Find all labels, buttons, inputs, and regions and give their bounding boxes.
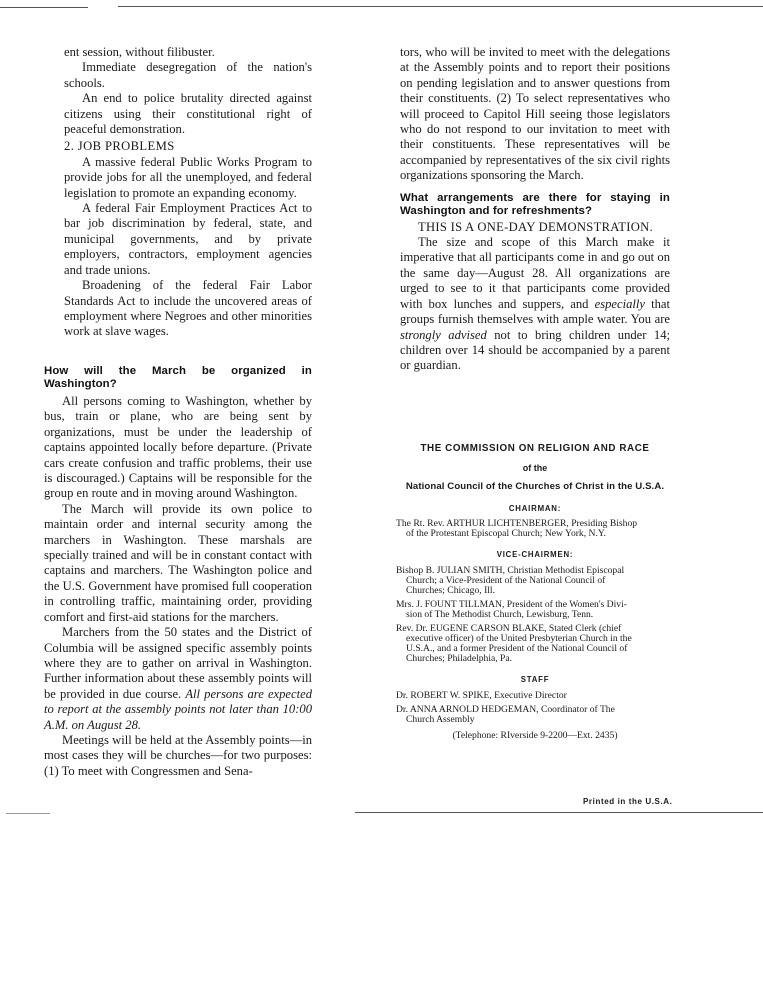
paragraph: ent session, without filibuster. [64, 45, 215, 59]
entry-line: Bishop B. JULIAN SMITH, Christian Methodist Episcopal [396, 564, 625, 576]
paragraph: Immediate desegregation of the nation's schools. [64, 60, 312, 90]
left-column-lower [44, 365, 312, 779]
paragraph: Broadening of the federal Fair Labor Standards Act to include the uncovered areas of employment where Negroes and other minorities work at slave wages. [64, 278, 312, 339]
entry-line: of the Protestant Episcopal Church; New York, N.Y. [406, 528, 606, 540]
question-heading: What arrangements are there for staying in Washington and for refreshments? [400, 191, 670, 217]
right-column [400, 45, 670, 374]
printed-in-usa: Printed in the U.S.A. [583, 797, 673, 806]
emphasis-text: especially [594, 296, 645, 311]
council-name: National Council of the Churches of Christ in the U.S.A. [405, 481, 665, 493]
paragraph [400, 235, 670, 374]
paragraph: A federal Fair Employment Practices Act to bar job discrimination by federal, state, and municipal governments, and by private employers, contractors, employment agencies and trade unions. [64, 201, 312, 277]
chairman-entry [396, 519, 674, 539]
entry-line: Church; a Vice-President of the National Council of [406, 574, 606, 586]
staff-entry [396, 705, 674, 725]
entry-line: sion of The Methodist Church, Lewisburg, Tenn. [406, 608, 594, 620]
vice-chairman-entry [396, 600, 674, 620]
paragraph-text: Marchers from the 50 states and the District of Columbia will be assigned specific assembly points where they are to gather on arrival in Washington. Further information about these assembly points will be provided in due course. [44, 625, 312, 701]
entry-line: Mrs. J. FOUNT TILLMAN, President of the Women's Divi- [396, 598, 627, 610]
emphasis-text: strongly advised [400, 327, 487, 342]
commission-block [396, 444, 674, 741]
paragraph: An end to police brutality directed against citizens using their constitutional right of peaceful demonstration. [64, 91, 312, 137]
section-heading: 2. JOB PROBLEMS [64, 139, 175, 154]
left-column [64, 45, 312, 340]
entry-line: Dr. ROBERT W. SPIKE, Executive Director [396, 689, 567, 701]
commission-title: THE COMMISSION ON RELIGION AND RACE [420, 443, 650, 454]
paragraph: THIS IS A ONE-DAY DEMONSTRATION. [418, 219, 654, 234]
paragraph-text: not to bring children under 14; children over 14 should be accompanied by a parent or guardian. [400, 327, 671, 373]
vice-chairmen-label: VICE-CHAIRMEN: [496, 550, 574, 560]
entry-line: Rev. Dr. EUGENE CARSON BLAKE, Stated Clerk (chief [396, 622, 622, 634]
entry-line: U.S.A., and a former President of the National Council of [406, 642, 628, 654]
entry-line: Churches; Chicago, Ill. [406, 584, 495, 596]
staff-entry [396, 691, 674, 701]
entry-line: Churches; Philadelphia, Pa. [406, 652, 513, 664]
paragraph-text: that groups furnish themselves with ample water. You are [400, 296, 671, 327]
paragraph [44, 625, 312, 733]
vice-chairman-entry [396, 566, 674, 596]
staff-label: STAFF [520, 674, 550, 684]
emphasis-text: All persons are expected to report at the assembly points not later than 10:00 A.M. on August 28. [44, 686, 312, 732]
entry-line: Church Assembly [406, 713, 475, 725]
paragraph: All persons coming to Washington, whether by bus, train or plane, who are being sent by organizations, must be under the leadership of captains appointed locally before departure. (Private cars create confusion and traffic problems, their use is discouraged.) Captains will be responsible for the group en route and in moving around Washington. [44, 394, 312, 501]
bottom-rule-right [355, 812, 763, 813]
paragraph: The March will provide its own police to maintain order and internal security among the marchers in Washington. These marshals are specially trained and will be in constant contact with captains and marchers. The Washington police and the U.S. Government have promised full cooperation in controlling traffic, maintaining order, providing comfort and first-aid stations for the marchers. [44, 501, 312, 624]
entry-line: Dr. ANNA ARNOLD HEDGEMAN, Coordinator of The [396, 703, 615, 715]
entry-line: executive officer) of the United Presbyterian Church in the [406, 632, 632, 644]
top-rule-right [118, 6, 763, 7]
question-heading: How will the March be organized in Washington? [44, 365, 312, 390]
commission-of: of the [522, 462, 548, 473]
paragraph: A massive federal Public Works Program to provide jobs for all the unemployed, and federal legislation to promote an expanding economy. [64, 154, 312, 200]
top-rule-left [0, 7, 88, 8]
paragraph: Meetings will be held at the Assembly points—in most cases they will be churches—for two purposes: (1) To meet with Congressmen and Sena- [44, 732, 312, 778]
telephone-line: (Telephone: RIverside 9-2200—Ext. 2435) [452, 729, 618, 741]
paragraph-text: The size and scope of this March make it imperative that all participants come in and go out on the same day—August 28. All organizations are urged to see to it that participants come provided with box lunches and suppers, and [400, 235, 670, 311]
paragraph: tors, who will be invited to meet with the delegations at the Assembly points and to report their positions on pending legislation and to answer questions from their constituents. (2) To select representatives who will proceed to Capitol Hill seeing those legislators who do not respond to our invitation to meet with their constituents. These representatives will be accompanied by representatives of the six civil rights organizations sponsoring the March. [400, 45, 670, 183]
vice-chairman-entry [396, 624, 674, 664]
bottom-rule-left [6, 813, 50, 814]
entry-line: The Rt. Rev. ARTHUR LICHTENBERGER, Presiding Bishop [396, 518, 638, 530]
chairman-label: CHAIRMAN: [508, 503, 562, 513]
